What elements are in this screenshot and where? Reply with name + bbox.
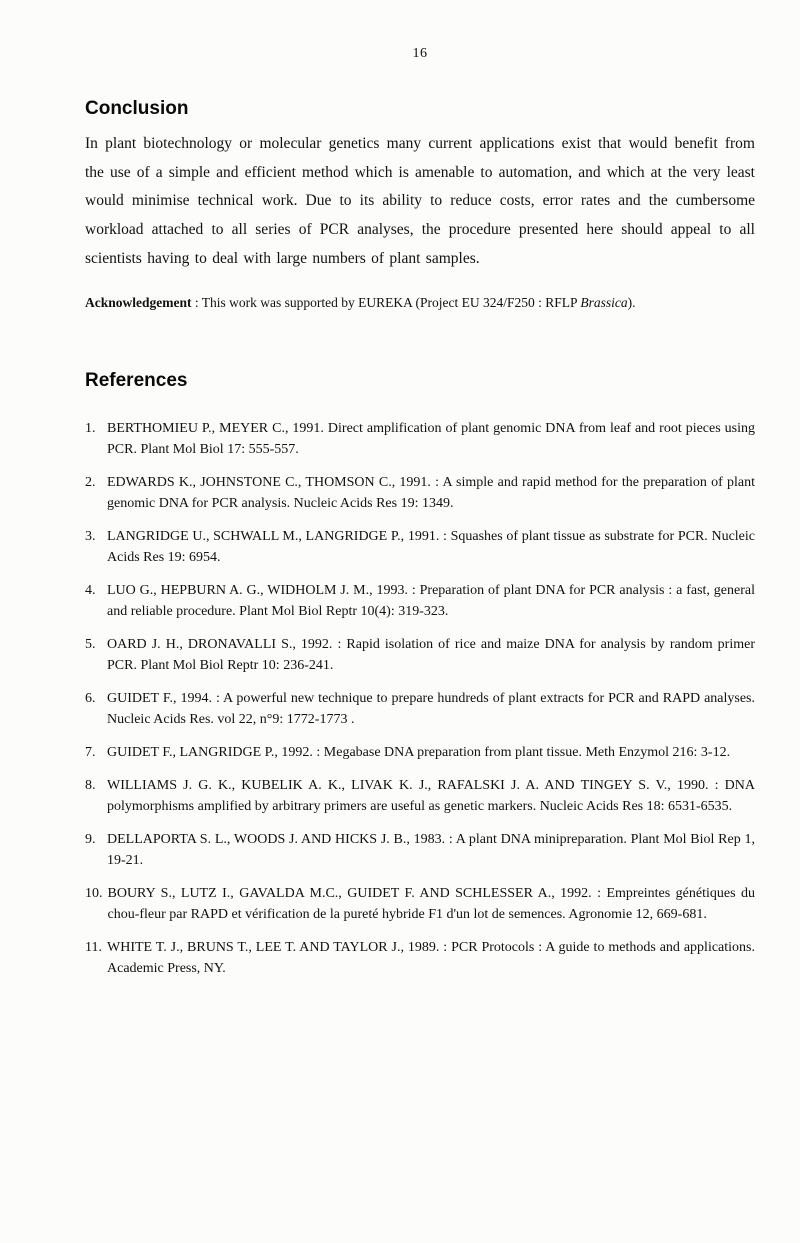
reference-text: EDWARDS K., JOHNSTONE C., THOMSON C., 1991. : A simple and rapid method for the preparation of plant genomic DNA for PCR analysis. Nucleic Acids Res 19: 1349.: [107, 474, 755, 511]
reference-text: WILLIAMS J. G. K., KUBELIK A. K., LIVAK K. J., RAFALSKI J. A. AND TINGEY S. V., 1990. : DNA polymorphisms amplified by arbitrary primers are useful as genetic markers. Nucleic Acids Res 18: 6531-6535.: [107, 777, 755, 814]
reference-text: WHITE T. J., BRUNS T., LEE T. AND TAYLOR J., 1989. : PCR Protocols : A guide to methods and applications. Academic Press, NY.: [107, 939, 755, 976]
reference-item: [85, 937, 755, 979]
reference-number: 7.: [85, 744, 96, 760]
reference-number: 11.: [85, 939, 102, 955]
reference-item: [85, 775, 755, 817]
reference-text: GUIDET F., 1994. : A powerful new technique to prepare hundreds of plant extracts for PCR and RAPD analyses. Nucleic Acids Res. vol 22, n°9: 1772-1773 .: [107, 690, 755, 727]
reference-text: BERTHOMIEU P., MEYER C., 1991. Direct amplification of plant genomic DNA from leaf and root pieces using PCR. Plant Mol Biol 17: 555-557.: [107, 420, 755, 457]
reference-number: 2.: [85, 474, 96, 490]
page-number: 16: [412, 46, 428, 61]
reference-number: 6.: [85, 690, 96, 706]
conclusion-paragraph: In plant biotechnology or molecular genetics many current applications exist that would benefit from the use of a simple and efficient method which is amenable to automation, and which at the very least would minimise technical work. Due to its ability to reduce costs, error rates and the cumbersome workload attached to all series of PCR analyses, the procedure presented here should appeal to all scientists having to deal with large numbers of plant samples.: [85, 135, 755, 267]
reference-item: [85, 829, 755, 871]
reference-text: DELLAPORTA S. L., WOODS J. AND HICKS J. B., 1983. : A plant DNA minipreparation. Plant Mol Biol Rep 1, 19-21.: [107, 831, 755, 868]
reference-text: OARD J. H., DRONAVALLI S., 1992. : Rapid isolation of rice and maize DNA for analysis by random primer PCR. Plant Mol Biol Reptr 10: 236-241.: [107, 636, 755, 673]
reference-number: 5.: [85, 636, 96, 652]
reference-text: BOURY S., LUTZ I., GAVALDA M.C., GUIDET F. AND SCHLESSER A., 1992. : Empreintes génétiques du chou-fleur par RAPD et vérification de la pureté hybride F1 d'un lot de semences. Agronomie 12, 669-681.: [107, 885, 755, 922]
reference-text: LUO G., HEPBURN A. G., WIDHOLM J. M., 1993. : Preparation of plant DNA for PCR analysis : a fast, general and reliable procedure. Plant Mol Biol Reptr 10(4): 319-323.: [107, 582, 755, 619]
reference-item: [85, 883, 755, 925]
acknowledgement-italic-term: Brassica: [580, 295, 628, 311]
reference-text: GUIDET F., LANGRIDGE P., 1992. : Megabase DNA preparation from plant tissue. Meth Enzymol 216: 3-12.: [107, 744, 731, 760]
reference-item: [85, 634, 755, 676]
reference-number: 10.: [85, 885, 103, 901]
acknowledgement-line: [85, 293, 755, 313]
reference-number: 4.: [85, 582, 96, 598]
reference-item: [85, 580, 755, 622]
acknowledgement-label: Acknowledgement: [85, 295, 192, 311]
references-list: [85, 418, 755, 979]
acknowledgement-text: : This work was supported by EUREKA (Project EU 324/F250 : RFLP: [191, 295, 581, 311]
acknowledgement-suffix: ).: [627, 295, 636, 311]
reference-item: [85, 688, 755, 730]
reference-number: 9.: [85, 831, 96, 847]
reference-item: [85, 418, 755, 460]
reference-number: 3.: [85, 528, 96, 544]
reference-text: LANGRIDGE U., SCHWALL M., LANGRIDGE P., 1991. : Squashes of plant tissue as substrate for PCR. Nucleic Acids Res 19: 6954.: [107, 528, 755, 565]
reference-item: [85, 526, 755, 568]
reference-number: 1.: [85, 420, 96, 436]
conclusion-heading: Conclusion: [85, 98, 189, 119]
reference-number: 8.: [85, 777, 96, 793]
reference-item: [85, 472, 755, 514]
references-heading: References: [85, 369, 188, 391]
reference-item: [85, 742, 755, 763]
